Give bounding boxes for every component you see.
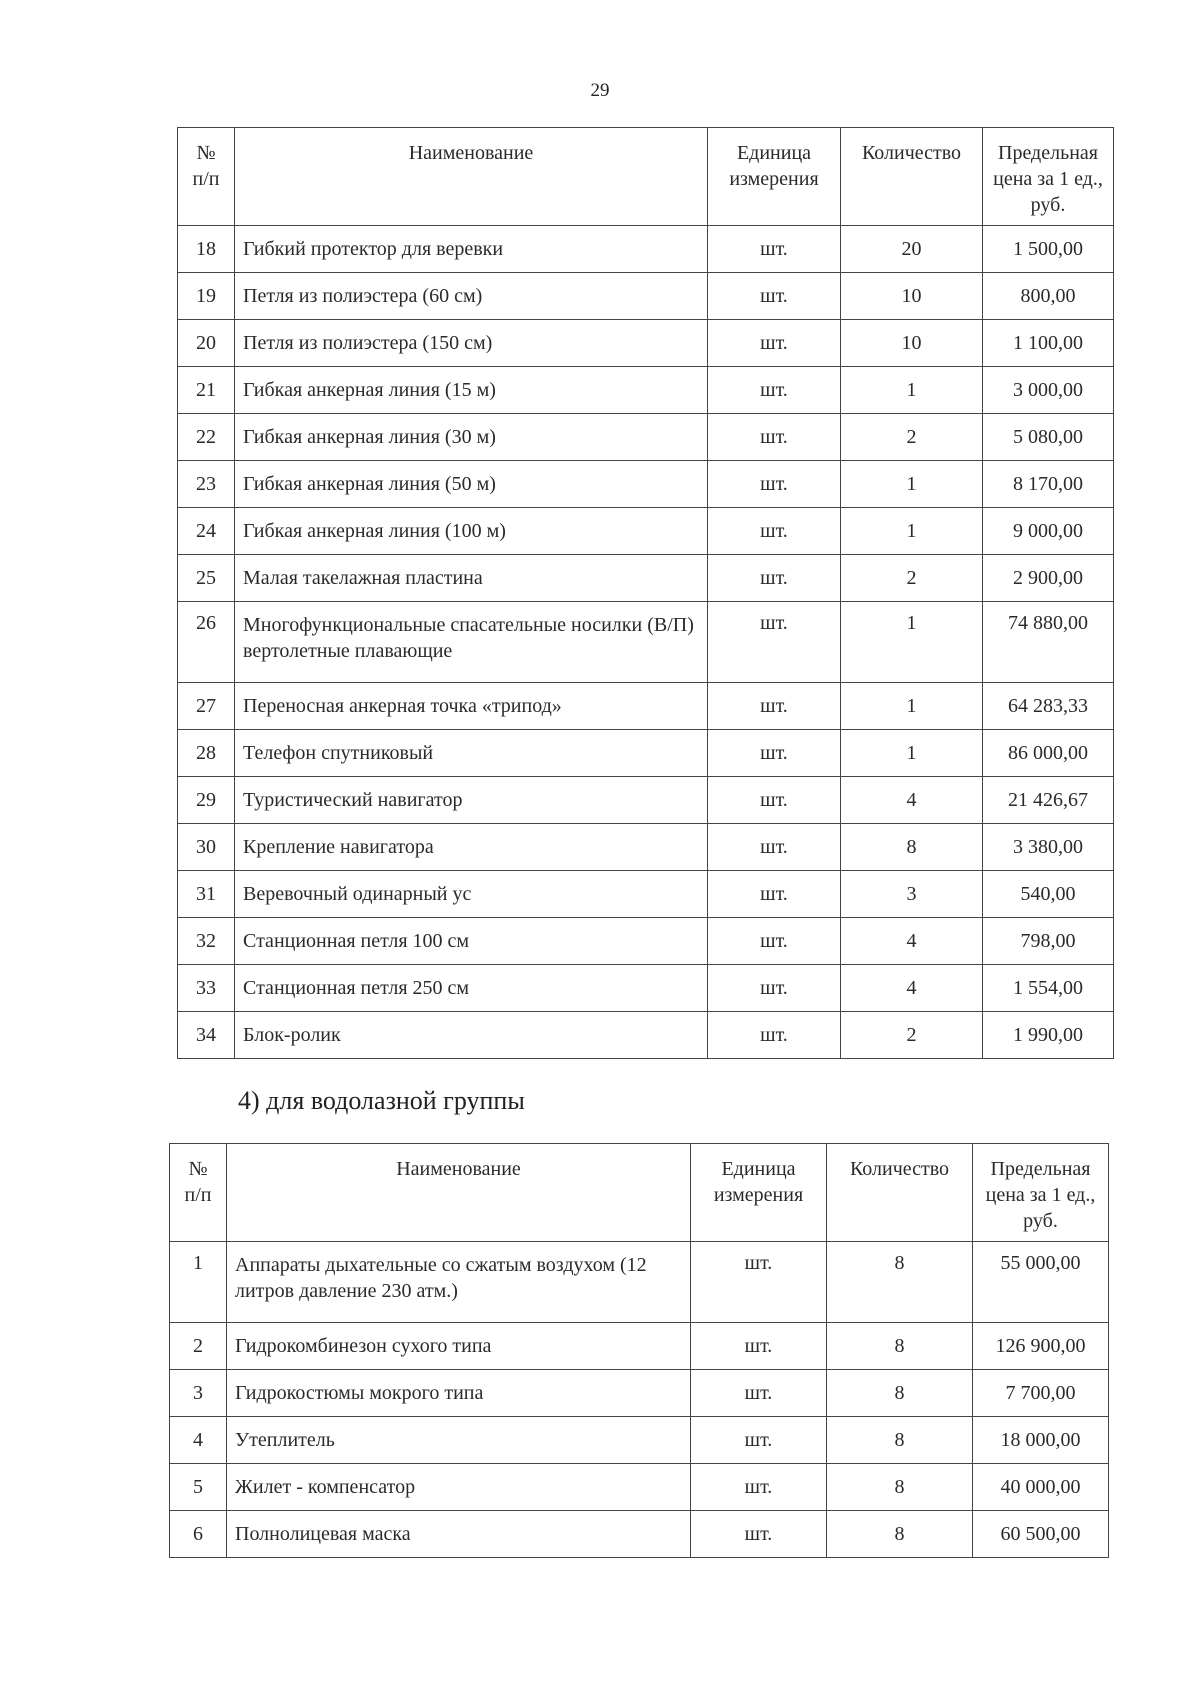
cell-name: Многофункциональные спасательные носилки (В/П) вертолетные плавающие xyxy=(235,602,708,683)
cell-price: 5 080,00 xyxy=(983,414,1114,461)
cell-unit: шт. xyxy=(708,508,841,555)
table-row xyxy=(178,367,1114,414)
cell-qty: 20 xyxy=(841,226,983,273)
cell-name: Полнолицевая маска xyxy=(227,1511,691,1558)
cell-qty: 1 xyxy=(841,602,983,683)
table-header-row xyxy=(170,1144,1109,1242)
cell-qty: 10 xyxy=(841,273,983,320)
cell-unit: шт. xyxy=(708,602,841,683)
header-price: Предельная цена за 1 ед., руб. xyxy=(973,1144,1109,1242)
cell-qty: 3 xyxy=(841,871,983,918)
table-row xyxy=(170,1464,1109,1511)
cell-num: 18 xyxy=(178,226,235,273)
cell-price: 60 500,00 xyxy=(973,1511,1109,1558)
cell-qty: 8 xyxy=(827,1323,973,1370)
table-row xyxy=(178,461,1114,508)
table-row xyxy=(178,777,1114,824)
cell-num: 23 xyxy=(178,461,235,508)
equipment-table-diving xyxy=(169,1143,1109,1558)
cell-unit: шт. xyxy=(708,683,841,730)
cell-name: Туристический навигатор xyxy=(235,777,708,824)
header-qty: Количество xyxy=(827,1144,973,1242)
cell-unit: шт. xyxy=(708,777,841,824)
cell-price: 55 000,00 xyxy=(973,1242,1109,1323)
cell-name: Петля из полиэстера (150 см) xyxy=(235,320,708,367)
table-row xyxy=(170,1511,1109,1558)
cell-price: 18 000,00 xyxy=(973,1417,1109,1464)
table-row xyxy=(178,730,1114,777)
cell-num: 6 xyxy=(170,1511,227,1558)
cell-num: 5 xyxy=(170,1464,227,1511)
cell-price: 8 170,00 xyxy=(983,461,1114,508)
cell-name: Аппараты дыхательные со сжатым воздухом (12 литров давление 230 атм.) xyxy=(227,1242,691,1323)
cell-price: 9 000,00 xyxy=(983,508,1114,555)
cell-unit: шт. xyxy=(708,320,841,367)
table-row xyxy=(178,871,1114,918)
cell-price: 1 500,00 xyxy=(983,226,1114,273)
cell-price: 64 283,33 xyxy=(983,683,1114,730)
table-row xyxy=(170,1323,1109,1370)
cell-qty: 2 xyxy=(841,414,983,461)
cell-num: 21 xyxy=(178,367,235,414)
cell-price: 800,00 xyxy=(983,273,1114,320)
cell-price: 74 880,00 xyxy=(983,602,1114,683)
cell-num: 31 xyxy=(178,871,235,918)
cell-unit: шт. xyxy=(708,555,841,602)
cell-qty: 2 xyxy=(841,1012,983,1059)
cell-price: 21 426,67 xyxy=(983,777,1114,824)
cell-unit: шт. xyxy=(708,965,841,1012)
table-row xyxy=(178,555,1114,602)
header-num: № п/п xyxy=(170,1144,227,1242)
cell-name: Гидрокостюмы мокрого типа xyxy=(227,1370,691,1417)
cell-qty: 1 xyxy=(841,730,983,777)
table-row xyxy=(178,226,1114,273)
cell-qty: 4 xyxy=(841,918,983,965)
cell-qty: 1 xyxy=(841,683,983,730)
cell-num: 22 xyxy=(178,414,235,461)
cell-num: 2 xyxy=(170,1323,227,1370)
cell-unit: шт. xyxy=(708,918,841,965)
cell-name: Гидрокомбинезон сухого типа xyxy=(227,1323,691,1370)
cell-qty: 8 xyxy=(841,824,983,871)
cell-num: 19 xyxy=(178,273,235,320)
cell-qty: 1 xyxy=(841,367,983,414)
cell-qty: 8 xyxy=(827,1511,973,1558)
cell-name: Петля из полиэстера (60 см) xyxy=(235,273,708,320)
table-row xyxy=(178,965,1114,1012)
table-row xyxy=(170,1370,1109,1417)
cell-qty: 8 xyxy=(827,1464,973,1511)
cell-price: 86 000,00 xyxy=(983,730,1114,777)
cell-name: Станционная петля 100 см xyxy=(235,918,708,965)
cell-name: Жилет - компенсатор xyxy=(227,1464,691,1511)
cell-num: 33 xyxy=(178,965,235,1012)
cell-name: Утеплитель xyxy=(227,1417,691,1464)
header-unit: Единица измерения xyxy=(708,128,841,226)
cell-price: 1 100,00 xyxy=(983,320,1114,367)
table-row xyxy=(178,683,1114,730)
cell-num: 20 xyxy=(178,320,235,367)
cell-unit: шт. xyxy=(691,1511,827,1558)
cell-qty: 8 xyxy=(827,1417,973,1464)
table-row xyxy=(178,602,1114,683)
table-row xyxy=(178,824,1114,871)
cell-price: 1 554,00 xyxy=(983,965,1114,1012)
cell-num: 30 xyxy=(178,824,235,871)
cell-num: 3 xyxy=(170,1370,227,1417)
cell-name: Гибкий протектор для веревки xyxy=(235,226,708,273)
cell-unit: шт. xyxy=(691,1417,827,1464)
page-number: 29 xyxy=(590,80,610,101)
table-header-row xyxy=(178,128,1114,226)
header-name: Наименование xyxy=(235,128,708,226)
cell-unit: шт. xyxy=(708,414,841,461)
cell-unit: шт. xyxy=(708,730,841,777)
cell-num: 24 xyxy=(178,508,235,555)
cell-qty: 4 xyxy=(841,965,983,1012)
cell-qty: 1 xyxy=(841,508,983,555)
cell-unit: шт. xyxy=(708,824,841,871)
cell-num: 4 xyxy=(170,1417,227,1464)
table-body xyxy=(178,226,1114,1059)
header-num: № п/п xyxy=(178,128,235,226)
cell-qty: 2 xyxy=(841,555,983,602)
cell-unit: шт. xyxy=(708,461,841,508)
cell-unit: шт. xyxy=(691,1242,827,1323)
cell-name: Гибкая анкерная линия (15 м) xyxy=(235,367,708,414)
equipment-table-rescue xyxy=(177,127,1114,1059)
section-heading-diving-group: 4) для водолазной группы xyxy=(238,1086,525,1115)
cell-num: 32 xyxy=(178,918,235,965)
table-row xyxy=(178,508,1114,555)
cell-num: 25 xyxy=(178,555,235,602)
cell-price: 126 900,00 xyxy=(973,1323,1109,1370)
cell-name: Гибкая анкерная линия (30 м) xyxy=(235,414,708,461)
cell-unit: шт. xyxy=(691,1464,827,1511)
table-body xyxy=(170,1242,1109,1558)
cell-qty: 4 xyxy=(841,777,983,824)
cell-name: Веревочный одинарный ус xyxy=(235,871,708,918)
cell-num: 27 xyxy=(178,683,235,730)
table-row xyxy=(178,273,1114,320)
cell-num: 34 xyxy=(178,1012,235,1059)
cell-num: 29 xyxy=(178,777,235,824)
header-unit: Единица измерения xyxy=(691,1144,827,1242)
cell-qty: 8 xyxy=(827,1242,973,1323)
cell-unit: шт. xyxy=(708,871,841,918)
cell-name: Станционная петля 250 см xyxy=(235,965,708,1012)
cell-price: 3 000,00 xyxy=(983,367,1114,414)
header-qty: Количество xyxy=(841,128,983,226)
header-price: Предельная цена за 1 ед., руб. xyxy=(983,128,1114,226)
cell-unit: шт. xyxy=(691,1370,827,1417)
cell-name: Блок-ролик xyxy=(235,1012,708,1059)
header-name: Наименование xyxy=(227,1144,691,1242)
cell-num: 28 xyxy=(178,730,235,777)
cell-name: Гибкая анкерная линия (100 м) xyxy=(235,508,708,555)
cell-num: 26 xyxy=(178,602,235,683)
cell-qty: 10 xyxy=(841,320,983,367)
cell-unit: шт. xyxy=(708,273,841,320)
cell-price: 7 700,00 xyxy=(973,1370,1109,1417)
cell-price: 40 000,00 xyxy=(973,1464,1109,1511)
table-row xyxy=(178,414,1114,461)
table-row xyxy=(178,918,1114,965)
table-row xyxy=(178,1012,1114,1059)
cell-price: 3 380,00 xyxy=(983,824,1114,871)
cell-name: Малая такелажная пластина xyxy=(235,555,708,602)
table-row xyxy=(178,320,1114,367)
cell-qty: 1 xyxy=(841,461,983,508)
cell-price: 540,00 xyxy=(983,871,1114,918)
cell-unit: шт. xyxy=(708,1012,841,1059)
cell-name: Телефон спутниковый xyxy=(235,730,708,777)
cell-name: Переносная анкерная точка «трипод» xyxy=(235,683,708,730)
cell-unit: шт. xyxy=(708,367,841,414)
cell-name: Гибкая анкерная линия (50 м) xyxy=(235,461,708,508)
table-row xyxy=(170,1417,1109,1464)
cell-price: 1 990,00 xyxy=(983,1012,1114,1059)
cell-price: 798,00 xyxy=(983,918,1114,965)
table-row xyxy=(170,1242,1109,1323)
cell-qty: 8 xyxy=(827,1370,973,1417)
cell-unit: шт. xyxy=(691,1323,827,1370)
cell-name: Крепление навигатора xyxy=(235,824,708,871)
cell-num: 1 xyxy=(170,1242,227,1323)
cell-unit: шт. xyxy=(708,226,841,273)
cell-price: 2 900,00 xyxy=(983,555,1114,602)
